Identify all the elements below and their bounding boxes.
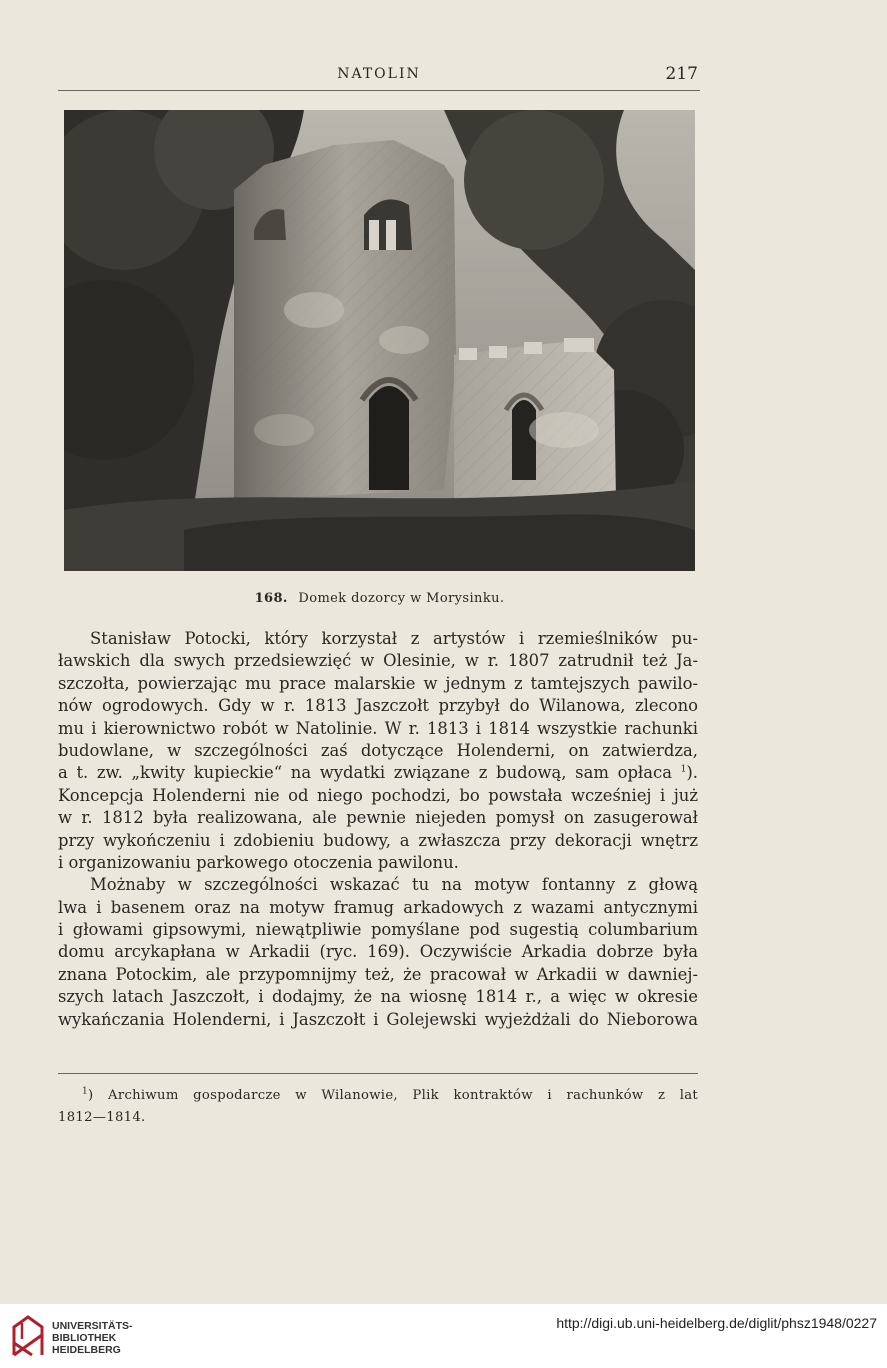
footnote-reference-tail: ).	[686, 763, 699, 783]
footnote	[58, 1086, 698, 1131]
text-line: szych latach Jaszczołt, i dodajmy, że na wiosnę 1814 r., a więc w okresie	[58, 987, 698, 1007]
figure-caption	[64, 591, 695, 606]
text-line: i głowami gipsowymi, niewątpliwie pomyślane pod sugestią columbarium	[58, 920, 698, 940]
text-line: budowlane, w szczególności zaś dotyczące Holenderni, on zatwierdza,	[58, 740, 698, 760]
text-line-body: a t. zw. „kwity kupieckie“ na wydatki związane z budową, sam opłaca	[58, 763, 672, 783]
text-line: Koncepcja Holenderni nie od niego pochodzi, bo powstała wcześniej i już	[58, 785, 698, 805]
text-line: mu i kierownictwo robót w Natolinie. W r. 1813 i 1814 wszystkie rachunki	[58, 718, 698, 738]
library-name-line: BIBLIOTHEK	[52, 1332, 117, 1344]
library-footer	[0, 1304, 887, 1368]
library-name[interactable]	[52, 1320, 133, 1356]
text-line: Możnaby w szczególności wskazać tu na motyw fontanny z głową	[90, 875, 698, 895]
text-line: przy wykończeniu i zdobieniu budowy, a zwłaszcza przy dekoracji wnętrz	[58, 830, 698, 850]
text-line: w r. 1812 była realizowana, ale pewnie niejeden pomysł on zasugerował	[58, 808, 698, 828]
text-line: nów ogrodowych. Gdy w r. 1813 Jaszczołt przybył do Wilanowa, zlecono	[58, 696, 698, 716]
photograph	[64, 110, 695, 571]
footnote-line	[58, 1086, 698, 1108]
running-title: NATOLIN	[337, 66, 421, 82]
library-name-line: UNIVERSITÄTS-	[52, 1320, 133, 1332]
footnote-marker: 1	[82, 1086, 89, 1097]
footnote-text: Archiwum gospodarcze w Wilanowie, Plik kontraktów i rachunków z lat	[93, 1088, 698, 1103]
text-line: i organizowaniu parkowego otoczenia pawilonu.	[58, 852, 459, 872]
library-logo-icon	[10, 1313, 46, 1359]
text-line: lwa i basenem oraz na motyw framug arkadowych z wazami antycznymi	[58, 897, 698, 917]
text-line: szczołta, powierzając mu prace malarskie w jednym z tamtejszych pawilo-	[58, 673, 698, 693]
footnote-reference[interactable]: 1	[680, 764, 687, 775]
body-text	[58, 628, 698, 1031]
text-line: wykańczania Holenderni, i Jaszczołt i Golejewski wyjeżdżali do Nieborowa	[58, 1009, 698, 1029]
text-line: ławskich dla swych przedsiewzięć w Olesinie, w r. 1807 zatrudnił też Ja-	[58, 651, 698, 671]
figure-number: 168.	[254, 591, 288, 606]
library-name-line: HEIDELBERG	[52, 1344, 121, 1356]
photo-illustration	[64, 110, 695, 571]
text-line: domu arcykapłana w Arkadii (ryc. 169). Oczywiście Arkadia dobrze była	[58, 942, 698, 962]
figure-caption-text: Domek dozorcy w Morysinku.	[298, 591, 505, 606]
footnote-divider	[58, 1073, 698, 1074]
footnote-marker-tail: )	[88, 1088, 94, 1103]
text-line-with-ref	[58, 762, 698, 784]
permalink-url[interactable]: http://digi.ub.uni-heidelberg.de/diglit/phsz1948/0227	[556, 1315, 877, 1331]
text-line: znana Potockim, ale przypomnijmy też, że pracował w Arkadii w dawniej-	[58, 964, 698, 984]
page-number: 217	[665, 64, 698, 84]
paragraph-2	[58, 874, 698, 1031]
text-line: Stanisław Potocki, który korzystał z artystów i rzemieślników pu-	[90, 629, 698, 648]
paragraph-1	[58, 628, 698, 874]
footnote-line: 1812—1814.	[58, 1110, 146, 1126]
running-head	[58, 62, 700, 91]
